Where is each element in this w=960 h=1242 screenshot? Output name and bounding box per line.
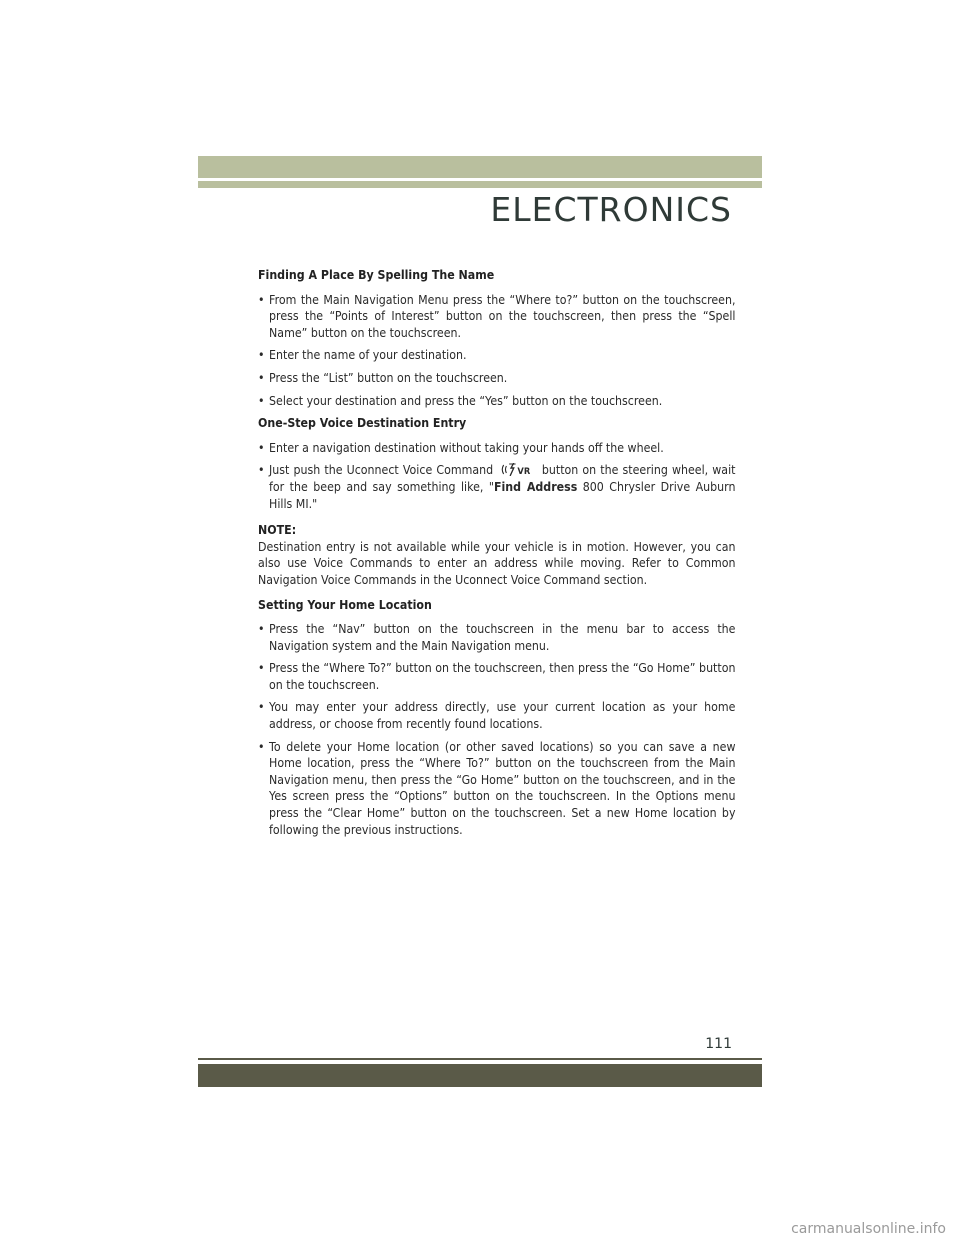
note-text: Destination entry is not available while your vehicle is in motion. However, you can also use Voice Commands to enter an address while moving. Refer to Common Navigation Voice Commands in the Uconnect Voice Command section. — [258, 539, 736, 587]
list-item: • Press the “Where To?” button on the touchscreen, then press the “Go Home” button on the touchscreen. — [258, 660, 735, 693]
bullet-text-pre: Just push the Uconnect Voice Command — [269, 463, 494, 478]
header-band-stripe — [198, 181, 762, 188]
list-item: • Press the “Nav” button on the touchscreen in the menu bar to access the Navigation system and the Main Navigation menu. — [258, 621, 735, 654]
bullet-text-bold: Find Address — [493, 479, 578, 494]
note-block — [258, 522, 735, 588]
voice-command-icon — [501, 463, 534, 476]
section-spell-name — [258, 267, 735, 409]
list-item: • Select your destination and press the “Yes” button on the touchscreen. — [258, 393, 735, 410]
list-item: • Enter a navigation destination without taking your hands off the wheel. — [258, 440, 735, 457]
note-label: NOTE: — [258, 523, 297, 538]
heading-voice-entry: One-Step Voice Destination Entry — [258, 416, 467, 431]
list-item: • You may enter your address directly, use your current location as your home address, or choose from recently found locations. — [258, 699, 735, 732]
list-item — [258, 462, 735, 512]
heading-spell-name: Finding A Place By Spelling The Name — [258, 268, 495, 282]
list-item: • To delete your Home location (or other saved locations) so you can save a new Home location, press the “Where To?” button on the touchscreen from the Main Navigation menu, then press the “Go Home” button on the touchscreen, and in the Yes screen press the “Options” button on the touchscreen. In the Options menu press the “Clear Home” button on the touchscreen. Set a new Home location by following the previous instructions. — [258, 739, 735, 839]
page-content — [258, 267, 735, 844]
footer-band — [198, 1064, 762, 1087]
list-item: • From the Main Navigation Menu press the “Where to?” button on the touchscreen, press the “Points of Interest” button on the touchscreen, then press the “Spell Name” button on the touchscreen. — [258, 292, 735, 342]
section-title: ELECTRONICS — [490, 190, 732, 229]
section-voice-entry — [258, 415, 735, 512]
watermark: carmanualsonline.info — [791, 1221, 946, 1237]
vr-icon-label: VR — [517, 467, 531, 477]
list-item: • Press the “List” button on the touchscreen. — [258, 370, 735, 387]
bullet-text-end: 800 Chrysler Drive Auburn Hills MI." — [269, 479, 736, 511]
heading-home-location: Setting Your Home Location — [258, 597, 432, 612]
header-band — [198, 156, 762, 178]
bullet-text-post: button on the steering wheel, wait for the beep and say something like, " — [269, 463, 736, 494]
footer-rule — [198, 1058, 762, 1060]
list-item: • Enter the name of your destination. — [258, 347, 735, 364]
page-number: 111 — [705, 1036, 732, 1052]
section-home-location — [258, 597, 735, 839]
